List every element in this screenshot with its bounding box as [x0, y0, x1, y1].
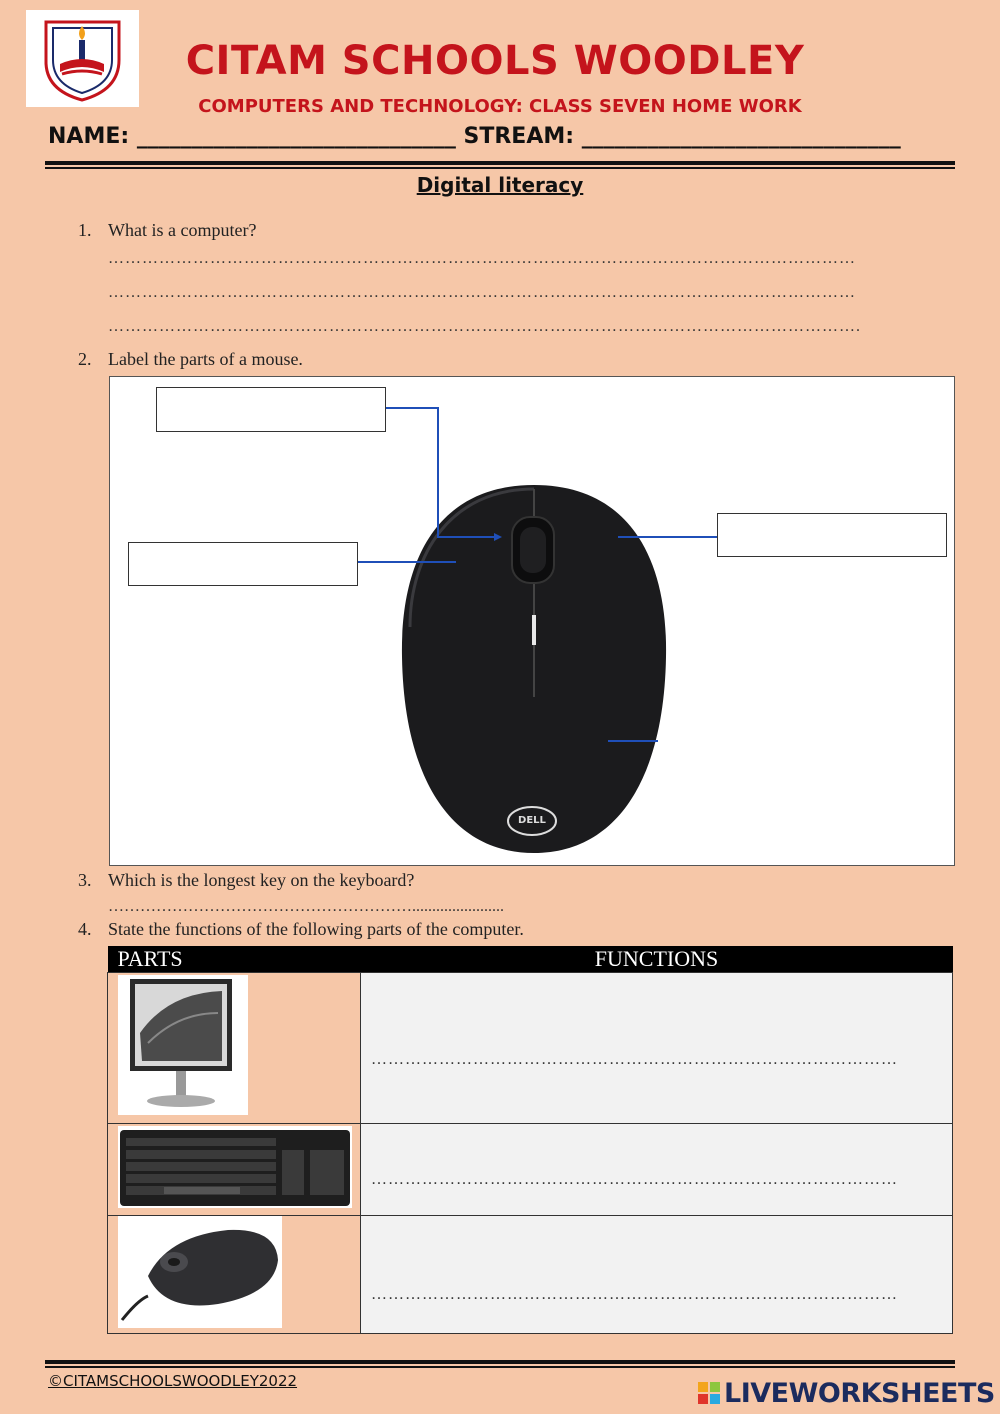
mouse-image: [108, 1216, 360, 1328]
answer-line[interactable]: ……………………………………………………………………………………………………………………: [108, 250, 856, 267]
label-box-scroll-wheel[interactable]: [156, 387, 386, 432]
question-number: 1.: [78, 220, 92, 240]
name-stream-line: [48, 124, 958, 149]
monitor-cell: [108, 973, 361, 1124]
keyboard-cell: [108, 1124, 361, 1216]
name-label: NAME:: [48, 124, 130, 149]
table-row: [108, 973, 953, 1124]
question-text: State the functions of the following parts of the computer.: [108, 919, 524, 939]
answer-line[interactable]: …………………………………………………………………………………: [371, 1170, 898, 1188]
header-divider: [45, 161, 955, 165]
footer-divider: [45, 1360, 955, 1364]
name-field[interactable]: _____________________________: [136, 124, 456, 149]
question-text: Label the parts of a mouse.: [108, 349, 303, 369]
keyboard-function-cell[interactable]: [361, 1124, 953, 1216]
answer-line[interactable]: …………………………………………………………………………………: [371, 1285, 898, 1303]
mouse-diagram: [109, 376, 955, 866]
topic-heading: Digital literacy: [416, 173, 584, 197]
answer-line[interactable]: ……………………………………………………………………………………………………………………: [108, 284, 856, 301]
table-row: [108, 1216, 953, 1334]
keyboard-image: [108, 1124, 360, 1210]
mouse-cell: [108, 1216, 361, 1334]
liveworksheets-label: LIVEWORKSHEETS: [724, 1378, 995, 1409]
monitor-function-cell[interactable]: [361, 973, 953, 1124]
school-name: CITAM SCHOOLS WOODLEY: [185, 38, 805, 84]
question-text: Which is the longest key on the keyboard?: [108, 870, 415, 890]
question-3: [78, 870, 414, 891]
school-logo: [26, 10, 139, 107]
functions-table: [107, 946, 953, 1334]
header-divider-thin: [45, 167, 955, 169]
worksheet-subtitle: COMPUTERS AND TECHNOLOGY: CLASS SEVEN HOME WORK: [198, 96, 802, 117]
answer-line[interactable]: …………………………………………………………………………………………………………………….: [108, 318, 861, 335]
label-box-left-button[interactable]: [128, 542, 358, 586]
parts-header: PARTS: [108, 946, 361, 973]
table-row: [108, 1124, 953, 1216]
stream-label: STREAM:: [463, 124, 575, 149]
liveworksheets-icon: [698, 1380, 720, 1402]
question-number: 3.: [78, 870, 92, 890]
question-4: [78, 919, 524, 940]
stream-field[interactable]: _____________________________: [581, 124, 901, 149]
mouse-function-cell[interactable]: [361, 1216, 953, 1334]
answer-line[interactable]: ………………………………………………….......................: [108, 898, 504, 915]
monitor-image: [108, 973, 360, 1118]
liveworksheets-brand[interactable]: [698, 1378, 995, 1409]
question-1: [78, 220, 256, 241]
footer-divider-thin: [45, 1366, 955, 1368]
copyright-text: ©CITAMSCHOOLSWOODLEY2022: [48, 1372, 298, 1390]
question-text: What is a computer?: [108, 220, 257, 240]
question-number: 4.: [78, 919, 92, 939]
mouse-brand-logo: DELL: [518, 815, 546, 826]
label-box-right-button[interactable]: [717, 513, 947, 557]
answer-line[interactable]: …………………………………………………………………………………: [371, 1051, 898, 1068]
functions-header: FUNCTIONS: [361, 946, 953, 973]
question-number: 2.: [78, 349, 92, 369]
question-2: [78, 349, 303, 370]
